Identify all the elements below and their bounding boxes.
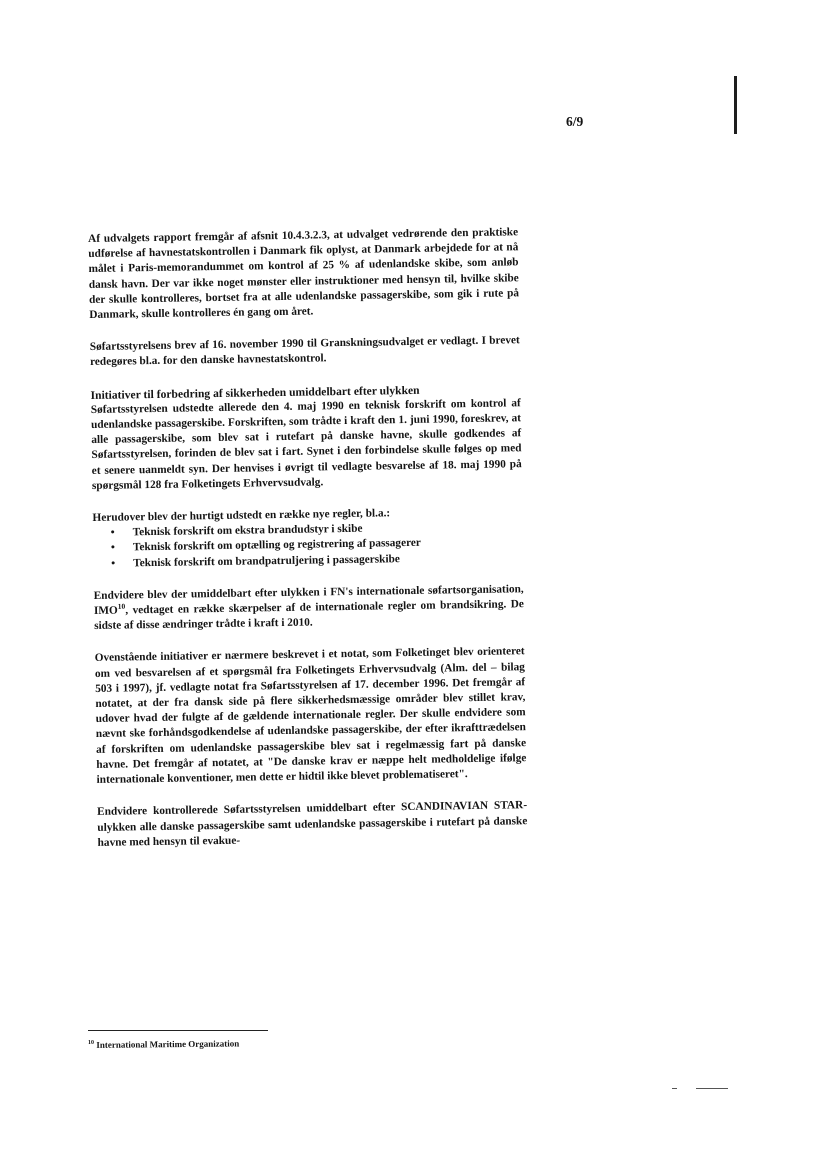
page-number: 6/9 [566, 114, 584, 129]
footnote-number: 10 [88, 1039, 95, 1046]
list-item-text: Teknisk forskrift om ekstra brandudstyr i skibe [132, 522, 363, 539]
footnote-reference: 10 [117, 601, 126, 611]
paragraph-report-findings: Af udvalgets rapport fremgår af afsnit 10.4.3.2.3, at udvalget vedrørende den praktiske udførelse af havnestatskontrollen i Danmark fik oplyst, at Danmark arbejdede for at nå målet i Paris-memorandummet om kontrol af 25 % af udenlandske skibe, som anløb dansk havn. Der var ikke noget mønster eller instruktioner med hensyn til, hvilke skibe der skulle kontrolleres, bortset fra at alle udenlandske passagerskibe, som gik i rute på Danmark, skulle kontrolleres én gang om året. [88, 226, 520, 322]
paragraph-technical-regulation: Søfartsstyrelsen udstedte allerede den 4. maj 1990 en teknisk forskrift om kontrol af udenlandske passagerskibe. Forskriften, som trådte i kraft den 1. juni 1990, foreskrev, at alle passagerskibe, som blev sat i rutefart på danske havne, skulle godkendes af Søfartsstyrelsen, forinden de blev sat i fart. Synet i den forbindelse skulle følges op med et senere uanmeldt syn. Der henvises i øvrigt til vedlagte besvarelse af 18. maj 1990 på spørgsmål 128 fra Folketingets Erhvervsudvalg. [90, 397, 522, 492]
footnote [88, 1038, 239, 1050]
paragraph-imo-text-b: , vedtaget en række skærpelser af de internationale regler om brandsikring. De sidste af disse ændringer trådte i kraft i 2010. [94, 598, 524, 633]
new-rules-list [93, 519, 524, 571]
footnote-text: International Maritime Organization [96, 1038, 240, 1050]
paragraph-notat: Ovenstående initiativer er nærmere beskrevet i et notat, som Folketinget blev orienteret om ved besvarelsen af et spørgsmål fra Folketingets Erhvervsudvalg (Alm. del – bilag 503 i 1997), jf. vedlagte notat fra Søfartsstyrelsen af 17. december 1996. Det fremgår af notatet, at der fra dansk side på flere sikkerhedsmæssige områder blev stillet krav, udover hvad der fulgte af de gældende internationale regler. Der skulle endvidere som nævnt ske forhåndsgodkendelse af udenlandske passagerskibe, der efter ikrafttrædelsen af forskriften om udenlandske passagerskibe blev sat i regelmæssig fart på danske havne. Det fremgår af notatet, at "De danske krav er næppe helt medholdelige ifølge internationale konventioner, men dette er hidtil ikke blevet problematiseret". [94, 645, 527, 787]
body-text [88, 225, 528, 868]
list-item-text: Teknisk forskrift om optælling og registrering af passagerer [132, 537, 421, 554]
footnote-divider [88, 1030, 268, 1031]
bullet-icon: • [110, 542, 116, 555]
paragraph-new-rules-intro: Herudover blev der hurtigt udstedt en række nye regler, bl.a.: [92, 507, 391, 525]
scan-mark [672, 1088, 677, 1089]
paragraph-control: Endvidere kontrollerede Søfartsstyrelsen umiddelbart efter SCANDINAVIAN STAR-ulykken alle danske passagerskibe samt udenlandske passagerskibe i rutefart på danske havne med hensyn til evakue- [97, 799, 528, 849]
scan-mark [696, 1088, 728, 1089]
paragraph-imo [94, 582, 525, 634]
list-item-text: Teknisk forskrift om brandpatruljering i passagerskibe [133, 552, 400, 569]
section-heading: Initiativer til forbedring af sikkerheden umiddelbart efter ulykken [90, 383, 420, 402]
paragraph-imo-text-a: Endvidere blev der umiddelbart efter ulykken i FN's internationale søfartsorganisation, IMO [93, 583, 524, 618]
paragraph-letter-enclosed: Søfartsstyrelsens brev af 16. november 1990 til Granskningsudvalget er vedlagt. I brevet redegøres bl.a. for den danske havnestatskontrol. [89, 334, 520, 369]
bullet-icon: • [110, 526, 115, 539]
margin-rule [734, 76, 737, 134]
bullet-icon: • [111, 557, 116, 570]
